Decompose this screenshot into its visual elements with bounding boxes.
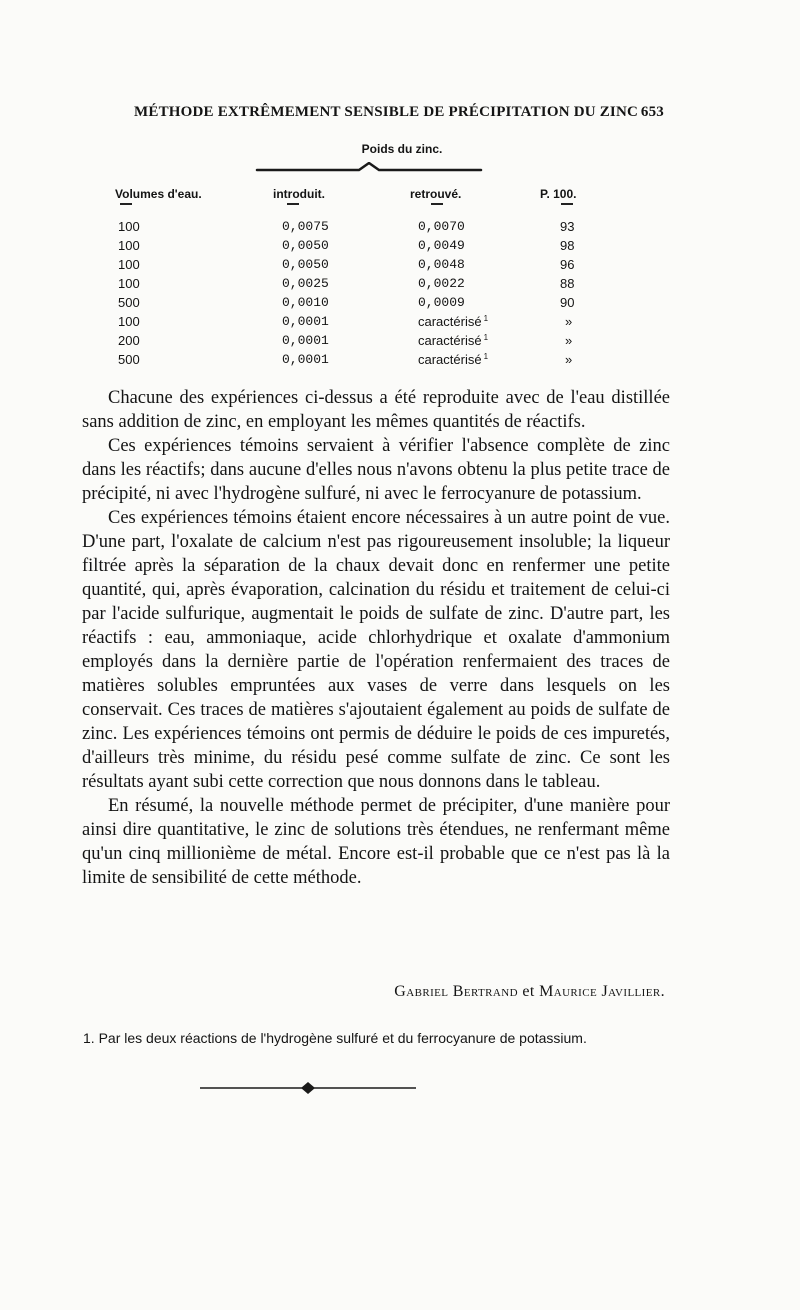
cell-retrouve-text: caractérisé	[418, 333, 482, 348]
cell-introduit: 0,0001	[282, 333, 329, 348]
cell-pct: »	[565, 314, 573, 329]
col-dash	[120, 203, 132, 205]
footnote-ref: 1	[483, 352, 489, 361]
cell-retrouve: 0,0048	[418, 257, 465, 272]
page-number: 653	[640, 104, 664, 120]
cell-volume: 100	[118, 238, 140, 253]
cell-volume: 500	[118, 295, 140, 310]
footnote-text: Par les deux réactions de l'hydrogène sulfuré et du ferrocyanure de potassium.	[98, 1030, 587, 1046]
col-dash	[431, 203, 443, 205]
cell-retrouve-text: caractérisé	[418, 352, 482, 367]
cell-volume: 100	[118, 314, 140, 329]
group-header-label: Poids du zinc.	[361, 142, 443, 156]
col-header-retrouve: retrouvé.	[410, 187, 462, 201]
cell-volume: 200	[118, 333, 140, 348]
author-2: Maurice Javillier.	[539, 983, 665, 1000]
brace-rule-icon	[255, 162, 483, 174]
cell-retrouve	[418, 333, 488, 348]
cell-retrouve	[418, 352, 488, 367]
paragraph: Ces expériences témoins servaient à vérifier l'absence complète de zinc dans les réactifs; dans aucune d'elles nous n'avons obtenu la plus petite trace de précipité, ni avec l'hydrogène sulfuré, ni avec le ferrocyanure de potassium.	[82, 436, 670, 504]
cell-introduit: 0,0001	[282, 352, 329, 367]
cell-volume: 100	[118, 219, 140, 234]
cell-retrouve	[418, 314, 488, 329]
cell-volume: 500	[118, 352, 140, 367]
col-dash	[287, 203, 299, 205]
cell-retrouve: 0,0049	[418, 238, 465, 253]
cell-introduit: 0,0050	[282, 257, 329, 272]
cell-retrouve: 0,0009	[418, 295, 465, 310]
cell-pct: 98	[560, 238, 575, 253]
paragraph: Ces expériences témoins étaient encore nécessaires à un autre point de vue. D'une part, l'oxalate de calcium n'est pas rigoureusement insoluble; la liqueur filtrée après la séparation de la chaux devait donc en renfermer une petite quantité, qui, après évaporation, calcination du résidu et traitement de celui-ci par l'acide sulfurique, augmentait le poids de sulfate de zinc. D'autre part, les réactifs : eau, ammoniaque, acide chlorhydrique et oxalate d'ammonium employés dans la dernière partie de l'opération renfermaient des traces de matières solubles empruntées aux vases de verre dans lesquels on les conservait. Ces traces de matières s'ajoutaient également au poids de sulfate de zinc. Les expériences témoins ont permis de déduire le poids de ces impuretés, d'ailleurs très minime, du résidu pesé comme sulfate de zinc. Ce sont les résultats ayant subi cette correction que nous donnons dans le tableau.	[82, 508, 670, 792]
end-ornament-icon	[198, 1080, 418, 1096]
cell-pct: 88	[560, 276, 575, 291]
col-header-pct: P. 100.	[540, 187, 577, 201]
author-conjunction: et	[522, 983, 535, 1000]
cell-pct: 93	[560, 219, 575, 234]
cell-pct: 90	[560, 295, 575, 310]
footnote-ref: 1	[483, 314, 489, 323]
running-head-title: MÉTHODE EXTRÊMEMENT SENSIBLE DE PRÉCIPITATION DU ZINC	[134, 104, 639, 120]
signature	[394, 983, 665, 1001]
cell-pct: »	[565, 352, 573, 367]
cell-retrouve: 0,0070	[418, 219, 465, 234]
cell-introduit: 0,0025	[282, 276, 329, 291]
cell-pct: 96	[560, 257, 575, 272]
cell-pct: »	[565, 333, 573, 348]
col-dash	[561, 203, 573, 205]
col-header-introduit: introduit.	[273, 187, 325, 201]
footnote-ref: 1	[483, 333, 489, 342]
table-group-header	[0, 142, 800, 156]
col-header-volumes: Volumes d'eau.	[115, 187, 202, 201]
cell-volume: 100	[118, 257, 140, 272]
cell-introduit: 0,0010	[282, 295, 329, 310]
body-text	[82, 386, 670, 890]
cell-volume: 100	[118, 276, 140, 291]
cell-introduit: 0,0050	[282, 238, 329, 253]
cell-introduit: 0,0075	[282, 219, 329, 234]
cell-retrouve-text: caractérisé	[418, 314, 482, 329]
author-1: Gabriel Bertrand	[394, 983, 518, 1000]
cell-retrouve: 0,0022	[418, 276, 465, 291]
paragraph: En résumé, la nouvelle méthode permet de précipiter, d'une manière pour ainsi dire quantitative, le zinc de solutions très étendues, ne renfermant même qu'un cinq millionième de métal. Encore est-il probable que ce n'est pas là la limite de sensibilité de cette méthode.	[82, 796, 670, 888]
footnote-marker: 1.	[83, 1030, 95, 1046]
footnote	[83, 1030, 673, 1046]
cell-introduit: 0,0001	[282, 314, 329, 329]
paragraph: Chacune des expériences ci-dessus a été reproduite avec de l'eau distillée sans addition de zinc, en employant les mêmes quantités de réactifs.	[82, 388, 670, 432]
